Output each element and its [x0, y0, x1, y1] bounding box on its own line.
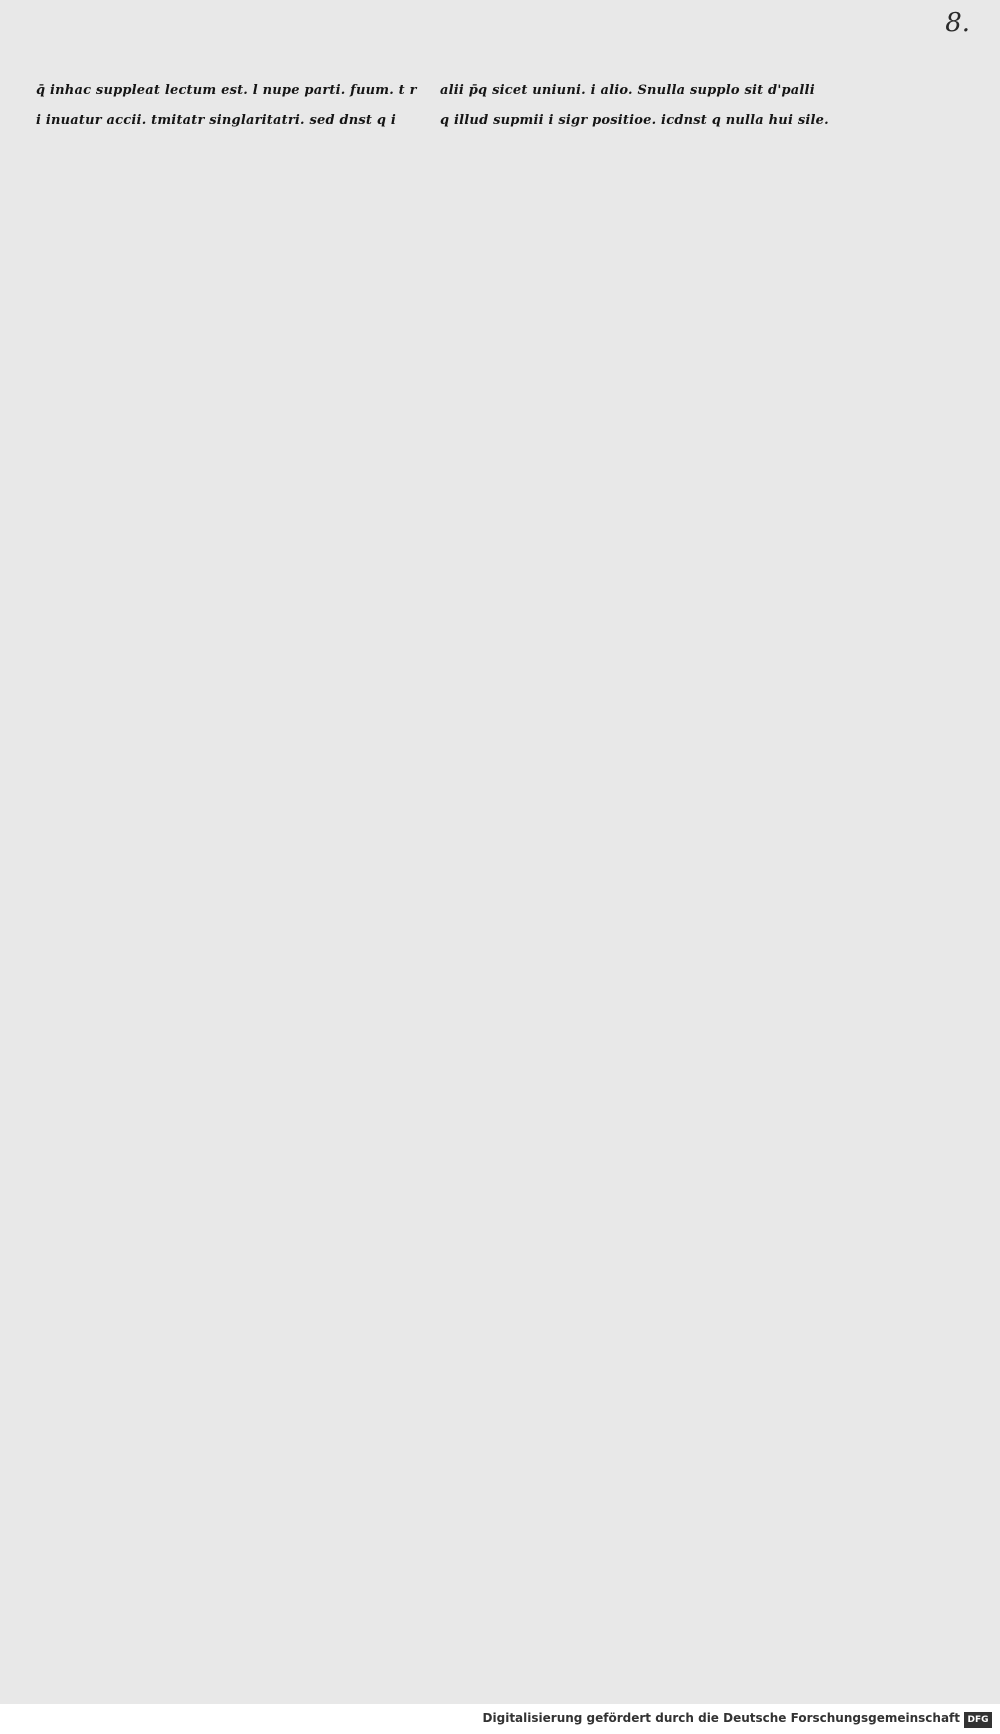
text-column-right [440, 76, 830, 136]
text-line: q̄ inhac suppleat lectum est. l nupe parti. fuum. t r [36, 83, 417, 98]
digitization-credit: Digitalisierung gefördert durch die Deutsche Forschungsgemeinschaft [482, 1711, 960, 1725]
text-line: i inuatur accii. tmitatr singlaritatri. sed dnst q i [36, 113, 397, 129]
footer-bar [0, 1704, 1000, 1734]
text-line: q illud supmii i sigr positioe. icdnst q nulla hui sile. [440, 113, 829, 129]
text-column-left [36, 76, 446, 136]
text-line: alii p̄q sicet uniuni. i alio. Snulla supplo sit d'palli [440, 83, 815, 98]
dfg-logo: DFG [964, 1712, 992, 1728]
page-number: 8. [945, 8, 970, 38]
